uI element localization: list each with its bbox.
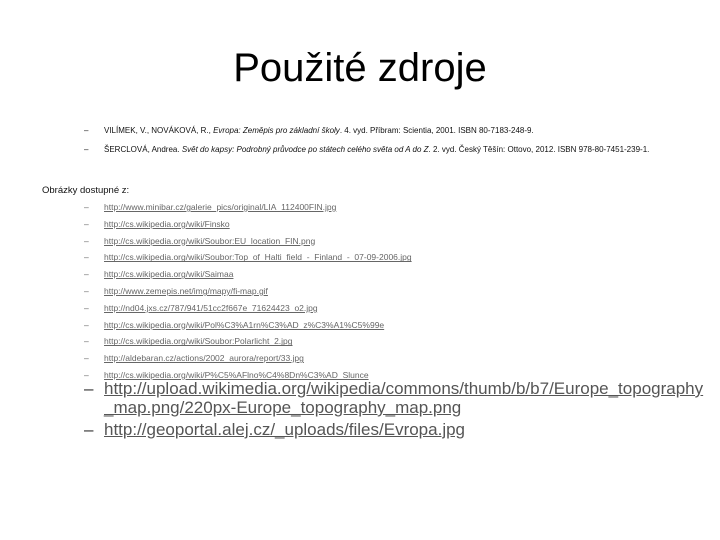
image-link[interactable] [84,201,694,218]
reference-publication: . 4. vyd. Příbram: Scientia, 2001. ISBN 80-7183-248-9. [339,126,534,135]
image-link[interactable] [84,218,694,235]
image-link-text[interactable]: http://cs.wikipedia.org/wiki/Soubor:EU_location_FIN.png [104,235,316,246]
bullet-dash: – [84,336,89,347]
reference-work-title: Evropa: Zeměpis pro základní školy [213,126,340,135]
image-link-text[interactable]: http://cs.wikipedia.org/wiki/Pol%C3%A1rn%C3%AD_z%C3%A1%C5%99e [104,319,385,330]
large-image-link[interactable] [84,420,704,439]
bullet-dash: – [84,126,89,135]
image-link-text[interactable]: http://www.zemepis.net/img/mapy/fi-map.gif [104,285,268,296]
reference-publication: . 2. vyd. Český Těšín: Ottovo, 2012. ISBN 978-80-7451-239-1. [428,145,650,154]
slide-title: Použité zdroje [233,46,487,90]
image-link-text[interactable]: http://cs.wikipedia.org/wiki/Saimaa [104,269,234,280]
images-heading: Obrázky dostupné z: [42,185,130,196]
large-image-link-text[interactable]: http://upload.wikimedia.org/wikipedia/commons/thumb/b/b7/Europe_topography_map.png/220px-Europe_topography_map.png [104,379,704,417]
reference-authors: VILÍMEK, V., NOVÁKOVÁ, R., [104,126,214,135]
image-link[interactable] [84,335,694,352]
bullet-dash: – [84,302,89,313]
reference-item [84,144,684,155]
image-link[interactable] [84,235,694,252]
image-link[interactable] [84,285,694,302]
large-image-link-text[interactable]: http://geoportal.alej.cz/_uploads/files/Evropa.jpg [104,420,466,439]
image-link-text[interactable]: http://cs.wikipedia.org/wiki/Soubor:Polarlicht_2.jpg [104,336,293,347]
bullet-dash: – [84,252,89,263]
bullet-dash: – [84,202,89,212]
large-links-list [84,379,704,442]
bullet-dash: – [84,235,89,246]
large-image-link[interactable] [84,379,704,417]
image-link-text[interactable]: http://cs.wikipedia.org/wiki/Finsko [104,218,230,229]
image-link[interactable] [84,319,694,336]
references-list [84,125,684,163]
bullet-dash: – [84,145,89,154]
image-link[interactable] [84,251,694,268]
bullet-dash: – [84,420,94,439]
bullet-dash: – [84,379,94,398]
reference-authors: ŠERCLOVÁ, Andrea. [104,145,182,154]
image-link-text[interactable]: http://cs.wikipedia.org/wiki/Soubor:Top_of_Halti_field_-_Finland_-_07-09-2006.jpg [104,252,412,263]
image-link[interactable] [84,302,694,319]
image-link-text[interactable]: http://aldebaran.cz/actions/2002_aurora/report/33.jpg [104,353,304,364]
bullet-dash: – [84,285,89,296]
bullet-dash: – [84,218,89,229]
bullet-dash: – [84,319,89,330]
image-link-text[interactable]: http://www.minibar.cz/galerie_pics/original/LIA_112400FIN.jpg [104,202,337,212]
image-link-text[interactable]: http://nd04.jxs.cz/787/941/51cc2f667e_71624423_o2.jpg [104,302,318,313]
image-link[interactable] [84,352,694,369]
bullet-dash: – [84,369,89,380]
bullet-dash: – [84,353,89,364]
image-link-text[interactable]: http://cs.wikipedia.org/wiki/P%C5%AFlno%C4%8Dn%C3%AD_Slunce [104,369,369,380]
reference-item [84,125,684,136]
image-link[interactable] [84,268,694,285]
image-links-list [84,201,694,386]
bullet-dash: – [84,269,89,280]
reference-work-title: Svět do kapsy: Podrobný průvodce po státech celého světa od A do Z [181,145,429,154]
